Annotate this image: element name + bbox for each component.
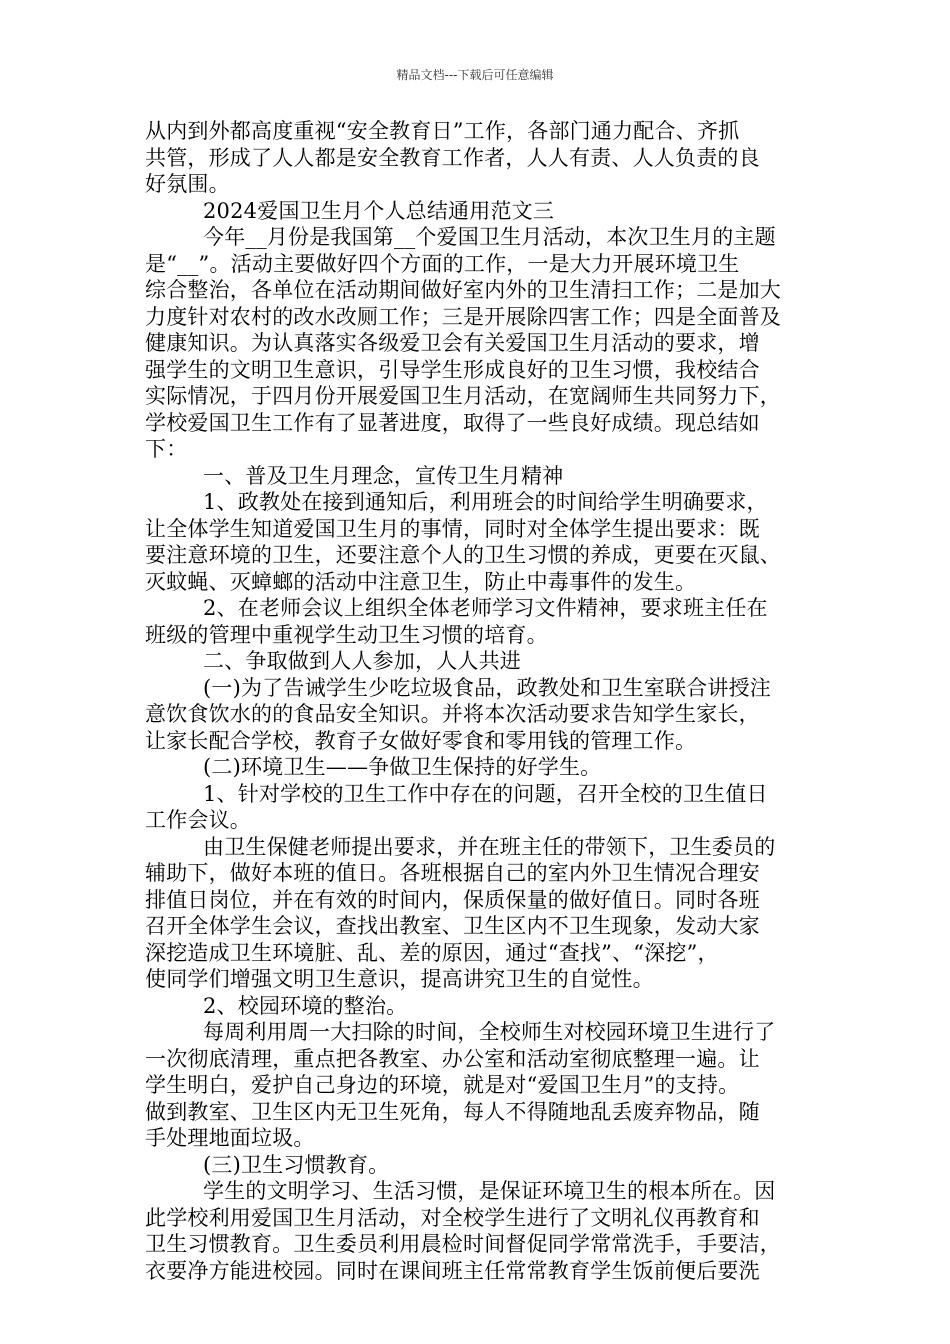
- text-line: 此学校利用爱国卫生月活动，对全校学生进行了文明礼仪再教育和: [145, 1205, 760, 1230]
- text-line: 2、在老师会议上组织全体老师学习文件精神，要求班主任在: [203, 596, 768, 620]
- text-line: 手处理地面垃圾。: [145, 1126, 315, 1150]
- page-header: 精品文档---下载后可任意编辑: [396, 68, 554, 82]
- text-line: 一、普及卫生月理念，宣传卫生月精神: [203, 463, 564, 488]
- text-line: 下：: [145, 437, 188, 461]
- text-line: (一)为了告诫学生少吃垃圾食品，政教处和卫生室联合讲授注: [203, 675, 771, 700]
- text-line: (三)卫生习惯教育。: [203, 1152, 390, 1177]
- text-line: 做到教室、卫生区内无卫生死角，每人不得随地乱丢废弃物品，随: [145, 1099, 760, 1124]
- text-line: 1、针对学校的卫生工作中存在的问题，召开全校的卫生值日: [203, 781, 768, 806]
- text-line: 工作会议。: [145, 808, 251, 832]
- text-line: 使同学们增强文明卫生意识，提高讲究卫生的自觉性。: [145, 967, 654, 991]
- text-line: 学生的文明学习、生活习惯，是保证环境卫生的根本所在。因: [203, 1179, 776, 1203]
- text-line: 综合整治，各单位在活动期间做好室内外的卫生清扫工作；二是加大: [145, 278, 781, 302]
- text-line: 班级的管理中重视学生动卫生习惯的培育。: [145, 622, 548, 647]
- text-line: 健康知识。为认真落实各级爱卫会有关爱国卫生月活动的要求，增: [145, 331, 760, 355]
- text-line: 好氛围。: [145, 172, 230, 196]
- text-line: 学校爱国卫生工作有了显著进度，取得了一些良好成绩。现总结如: [145, 410, 760, 435]
- text-line: 1、政教处在接到通知后，利用班会的时间给学生明确要求，: [203, 490, 768, 514]
- text-line: 2024爱国卫生月个人总结通用范文三: [203, 198, 555, 223]
- text-line: 一次彻底清理，重点把各教室、办公室和活动室彻底整理一遍。让: [145, 1046, 760, 1071]
- text-line: 让家长配合学校，教育子女做好零食和零用钱的管理工作。: [145, 728, 697, 753]
- text-line: 是“__”。活动主要做好四个方面的工作，一是大力开展环境卫生: [145, 251, 740, 276]
- text-line: 强学生的文明卫生意识，引导学生形成良好的卫生习惯，我校结合: [145, 357, 760, 382]
- text-line: 二、争取做到人人参加，人人共进: [203, 649, 521, 673]
- text-line: 排值日岗位，并在有效的时间内，保质保量的做好值日。同时各班: [145, 887, 760, 912]
- document-body: [145, 118, 811, 1284]
- text-line: 让全体学生知道爱国卫生月的事情，同时对全体学生提出要求：既: [145, 516, 760, 541]
- text-line: 要注意环境的卫生，还要注意个人的卫生习惯的养成，更要在灭鼠、: [145, 543, 781, 567]
- text-line: 学生明白，爱护自己身边的环境，就是对“爱国卫生月”的支持。: [145, 1073, 740, 1097]
- text-line: 每周利用周一大扫除的时间，全校师生对校园环境卫生进行了: [203, 1020, 776, 1044]
- text-line: 从内到外都高度重视“安全教育日”工作，各部门通力配合、齐抓: [145, 119, 740, 143]
- text-line: 灭蚊蝇、灭蟑螂的活动中注意卫生，防止中毒事件的发生。: [145, 569, 697, 594]
- text-line: 力度针对农村的改水改厕工作；三是开展除四害工作；四是全面普及: [145, 304, 781, 329]
- text-line: 意饮食饮水的的食品安全知识。并将本次活动要求告知学生家长，: [145, 702, 760, 726]
- text-line: 2、校园环境的整治。: [203, 993, 408, 1018]
- text-line: 衣要净方能进校园。同时在课间班主任常常教育学生饭前便后要洗: [145, 1258, 760, 1283]
- text-line: 由卫生保健老师提出要求，并在班主任的带领下，卫生委员的: [203, 834, 776, 859]
- text-line: 卫生习惯教育。卫生委员利用晨检时间督促同学常常洗手，手要洁，: [145, 1232, 781, 1256]
- text-line: 深挖造成卫生环境脏、乱、差的原因，通过“查找”、“深挖”，: [145, 940, 719, 965]
- text-line: 今年__月份是我国第__个爱国卫生月活动，本次卫生月的主题: [203, 225, 776, 249]
- text-line: 辅助下，做好本班的值日。各班根据自己的室内外卫生情况合理安: [145, 861, 760, 885]
- text-line: 实际情况，于四月份开展爱国卫生月活动，在宽阔师生共同努力下，: [145, 384, 781, 408]
- text-line: 召开全体学生会议，查找出教室、卫生区内不卫生现象，发动大家: [145, 914, 760, 938]
- text-line: 共管，形成了人人都是安全教育工作者，人人有责、人人负责的良: [145, 145, 760, 170]
- text-line: (二)环境卫生——争做卫生保持的好学生。: [203, 755, 602, 779]
